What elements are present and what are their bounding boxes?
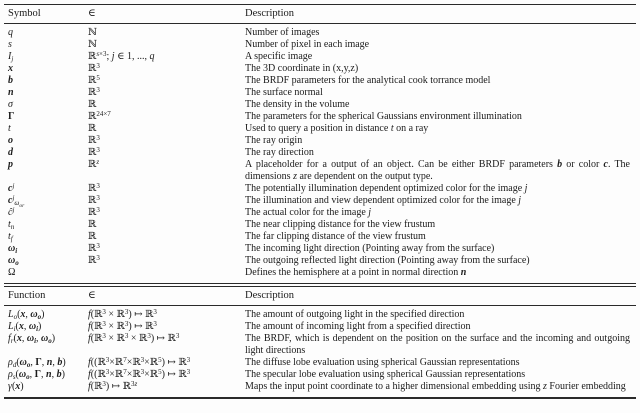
table-row <box>4 267 636 283</box>
description-cell: The 3D coordinate in (x,y,z) <box>245 63 359 74</box>
symbol-cell: $L_i(x$, $\omega_i$) <box>8 321 42 333</box>
symbol-cell: $\omega_o$ <box>8 255 19 267</box>
symbol-cell: γ(x) <box>8 381 24 392</box>
membership-cell: f((ℝ$^3$×ℝ$^7$×ℝ$^3$×ℝ$^5$) ↦ ℝ$^3$ <box>88 355 191 368</box>
description-cell: Number of images <box>245 27 320 38</box>
table-row <box>4 333 636 357</box>
membership-cell: ℝ$^3$ <box>88 145 100 158</box>
symbol-cell: $I_j$ <box>8 51 14 63</box>
symbol-cell: t <box>8 123 11 134</box>
notation-table-page <box>4 0 636 399</box>
membership-cell: ℕ <box>88 27 98 38</box>
description-cell: The incoming light direction (Pointing away from the surface) <box>245 243 495 254</box>
symbol-column-header: Symbol <box>4 5 88 24</box>
description-cell: The specular lobe evaluation using spherical Gaussian representations <box>245 369 526 380</box>
membership-cell: ℝ$^3$ <box>88 193 100 206</box>
symbol-cell: σ <box>8 99 13 110</box>
description-cell: Maps the input point coordinate to a higher dimensional embedding using z Fourier embedding <box>245 381 626 392</box>
membership-cell: ℝ$^3$ <box>88 253 100 266</box>
symbol-cell: $f_r(x$, $\omega_i$, $\omega_o$) <box>8 333 56 345</box>
membership-cell: ℝ <box>88 123 97 134</box>
symbol-cell: $c^j$ <box>8 181 15 194</box>
symbol-cell: Γ <box>8 111 15 122</box>
function-column-header: Function <box>4 285 88 306</box>
membership-cell: ℝ$^5$ <box>88 73 100 86</box>
description-cell: The ray origin <box>245 135 303 146</box>
symbol-cell: d <box>8 147 13 158</box>
description-column-header: Description <box>245 5 636 24</box>
membership-column-header: ∈ <box>88 5 245 24</box>
symbol-cell: $ĉ^j$ <box>8 205 15 218</box>
symbol-cell: $c^j_{\omega_{or}}$ <box>8 193 25 209</box>
table-row <box>4 24 636 40</box>
table-row <box>4 87 636 99</box>
table-row <box>4 321 636 333</box>
symbol-table-header-row <box>4 5 636 24</box>
symbol-cell: n <box>8 87 14 98</box>
description-cell: The amount of outgoing light in the specified direction <box>245 309 465 320</box>
membership-cell: f((ℝ$^3$×ℝ$^7$×ℝ$^3$×ℝ$^5$) ↦ ℝ$^3$ <box>88 367 191 380</box>
symbol-cell: $\rho_d(\omega_o$, Γ, n, b) <box>8 357 66 369</box>
symbol-cell: x <box>8 63 13 74</box>
symbol-cell: Ω <box>8 267 16 278</box>
symbol-cell: o <box>8 135 13 146</box>
symbol-cell: $\rho_s(\omega_o$, Γ, n, b) <box>8 369 65 381</box>
description-column-header: Description <box>245 285 636 306</box>
membership-column-header: ∈ <box>88 285 245 306</box>
membership-cell: ℝ$^3$ <box>88 241 100 254</box>
membership-cell: ℝ$^3$ <box>88 61 100 74</box>
membership-cell: ℝ$^z$ <box>88 157 100 170</box>
description-cell: The near clipping distance for the view frustum <box>245 219 436 230</box>
symbol-cell: s <box>8 39 12 50</box>
description-cell: The potentially illumination dependent optimized color for the image j <box>245 183 528 194</box>
description-cell: The far clipping distance of the view frustum <box>245 231 426 242</box>
description-cell: The diffuse lobe evaluation using spherical Gaussian representations <box>245 357 520 368</box>
function-table <box>4 283 636 399</box>
membership-cell: ℕ <box>88 39 98 50</box>
membership-cell: ℝ$^3$ <box>88 181 100 194</box>
membership-cell: f(ℝ$^3$ × ℝ$^3$) ↦ ℝ$^3$ <box>88 307 157 320</box>
membership-cell: f(ℝ$^3$) ↦ ℝ$^{3z}$ <box>88 379 138 392</box>
membership-cell <box>88 267 245 283</box>
membership-cell: ℝ$^{24\times 7}$ <box>88 109 111 122</box>
description-cell: The actual color for the image j <box>245 207 372 218</box>
symbol-cell: $L_o(x$, $\omega_o$) <box>8 309 45 321</box>
description-cell: The outgoing reflected light direction (Pointing away from the surface) <box>245 255 530 266</box>
membership-cell: f(ℝ$^3$ × ℝ$^3$) ↦ ℝ$^3$ <box>88 319 157 332</box>
description-cell: A placeholder for a output of an object. Can be either BRDF parameters b or color c. The dimensions z are dependent on the output type. <box>245 159 630 182</box>
membership-cell: ℝ$^3$ <box>88 85 100 98</box>
membership-cell: ℝ$^3$ <box>88 205 100 218</box>
membership-cell: ℝ <box>88 231 97 242</box>
table-row <box>4 207 636 219</box>
description-cell: The BRDF, which is dependent on the position on the surface and the incoming and outgoing light directions <box>245 333 630 356</box>
table-row <box>4 255 636 267</box>
symbol-cell: b <box>8 75 13 86</box>
description-cell: Number of pixel in each image <box>245 39 370 50</box>
table-row <box>4 159 636 183</box>
description-cell: Used to query a position in distance t on a ray <box>245 123 429 134</box>
symbol-table <box>4 4 636 283</box>
description-cell: The illumination and view dependent optimized color for the image j <box>245 195 522 206</box>
table-row <box>4 381 636 398</box>
membership-cell: ℝ$^3$ <box>88 133 100 146</box>
description-cell: The surface normal <box>245 87 323 98</box>
membership-cell: ℝ$^{s\times 3}$; j ∈ 1, ..., q <box>88 49 155 62</box>
description-cell: The density in the volume <box>245 99 350 110</box>
description-cell: The parameters for the spherical Gaussians environment illumination <box>245 111 522 122</box>
description-cell: Defines the hemisphere at a point in normal direction n <box>245 267 467 278</box>
symbol-cell: $t_n$ <box>8 219 15 231</box>
function-table-header-row <box>4 285 636 306</box>
description-cell: A specific image <box>245 51 313 62</box>
table-row <box>4 369 636 381</box>
symbol-cell: $t_f$ <box>8 231 13 243</box>
description-cell: The ray direction <box>245 147 314 158</box>
description-cell: The amount of incoming light from a specified direction <box>245 321 471 332</box>
symbol-cell: $\omega_i$ <box>8 243 18 255</box>
membership-cell: f(ℝ$^3$ × ℝ$^3$ × ℝ$^3$) ↦ ℝ$^3$ <box>88 331 180 344</box>
table-row <box>4 357 636 369</box>
table-row <box>4 111 636 123</box>
symbol-cell: p <box>8 159 13 170</box>
description-cell: The BRDF parameters for the analytical cook torrance model <box>245 75 491 86</box>
table-row <box>4 306 636 322</box>
table-row <box>4 219 636 231</box>
membership-cell: ℝ <box>88 219 97 230</box>
membership-cell: ℝ <box>88 99 97 110</box>
symbol-cell: q <box>8 27 13 38</box>
